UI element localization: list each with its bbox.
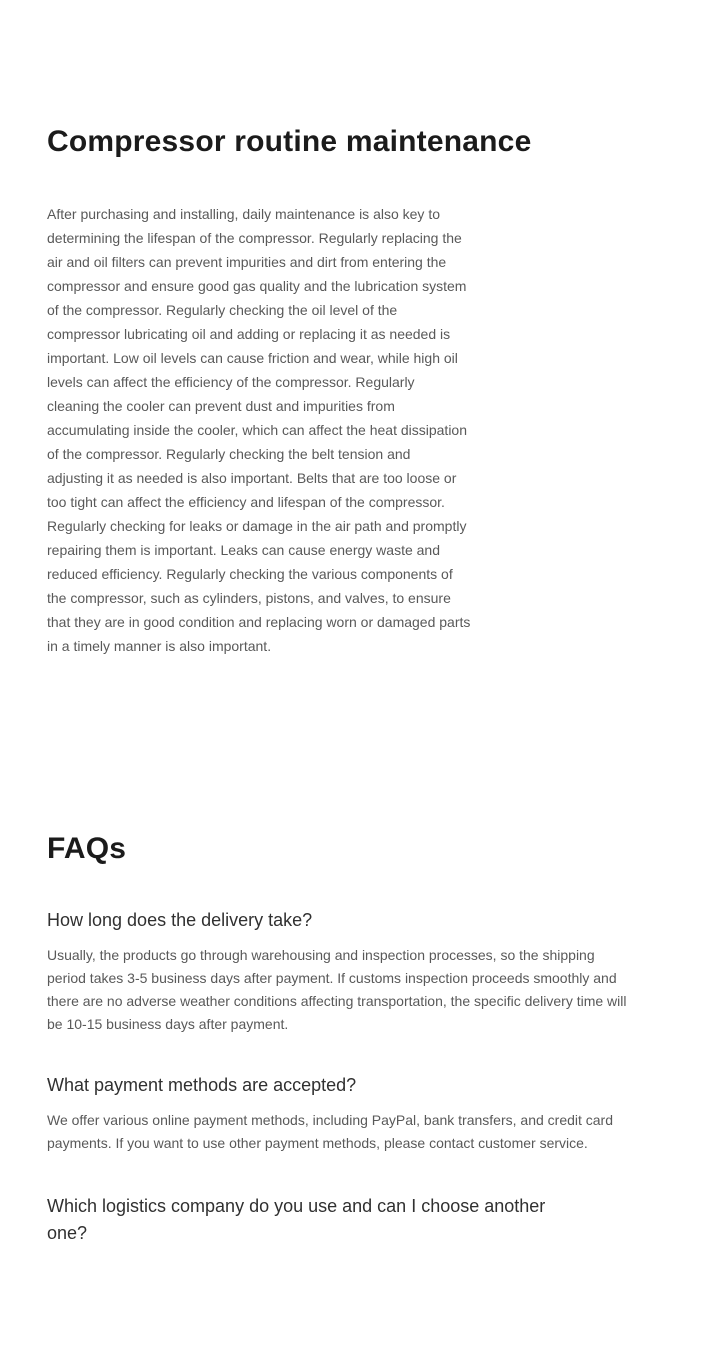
text-line: period takes 3-5 business days after payment. If customs inspection proceeds smoothly and [47, 970, 617, 986]
text-line: cleaning the cooler can prevent dust and impurities from [47, 398, 395, 414]
faq-question-payment [47, 1072, 708, 1099]
text-line: in a timely manner is also important. [47, 638, 272, 654]
text-line: be 10-15 business days after payment. [47, 1016, 289, 1032]
text-line: determining the lifespan of the compressor. Regularly replacing the [47, 230, 462, 246]
text-line: compressor lubricating oil and adding or replacing it as needed is [47, 326, 451, 342]
text-line: there are no adverse weather conditions affecting transportation, the specific delivery time will [47, 993, 627, 1009]
faqs-heading: FAQs [47, 832, 127, 865]
faq-question-logistics [47, 1193, 708, 1247]
faq-question-delivery [47, 907, 708, 934]
text-line: How long does the delivery take? [47, 910, 313, 930]
intro-paragraph [47, 202, 487, 658]
text-line: air and oil filters can prevent impurities and dirt from entering the [47, 254, 447, 270]
text-line: levels can affect the efficiency of the compressor. Regularly [47, 374, 415, 390]
text-line: After purchasing and installing, daily maintenance is also key to [47, 206, 440, 222]
faq-answer-payment [47, 1109, 667, 1155]
text-line: the compressor, such as cylinders, pistons, and valves, to ensure [47, 590, 451, 606]
text-line: compressor and ensure good gas quality and the lubrication system [47, 278, 467, 294]
text-line: accumulating inside the cooler, which can affect the heat dissipation [47, 422, 467, 438]
text-line: payments. If you want to use other payment methods, please contact customer service. [47, 1135, 588, 1151]
text-line: We offer various online payment methods, including PayPal, bank transfers, and credit card [47, 1112, 614, 1128]
text-line: too tight can affect the efficiency and lifespan of the compressor. [47, 494, 445, 510]
text-line: Regularly checking for leaks or damage in the air path and promptly [47, 518, 467, 534]
faq-answer-delivery [47, 944, 667, 1036]
text-line: What payment methods are accepted? [47, 1075, 357, 1095]
text-line: Which logistics company do you use and can I choose another [47, 1196, 546, 1216]
text-line: one? [47, 1223, 88, 1243]
faq-list [47, 907, 708, 1247]
text-line: important. Low oil levels can cause friction and wear, while high oil [47, 350, 458, 366]
faq-item-payment [47, 1072, 708, 1155]
page-title: Compressor routine maintenance [47, 125, 532, 158]
faq-item-delivery [47, 907, 708, 1036]
faq-item-logistics [47, 1193, 708, 1247]
text-line: repairing them is important. Leaks can cause energy waste and [47, 542, 440, 558]
text-line: that they are in good condition and replacing worn or damaged parts [47, 614, 471, 630]
page [0, 124, 728, 1247]
text-line: of the compressor. Regularly checking the oil level of the [47, 302, 398, 318]
text-line: of the compressor. Regularly checking the belt tension and [47, 446, 411, 462]
text-line: reduced efficiency. Regularly checking the various components of [47, 566, 453, 582]
text-line: adjusting it as needed is also important. Belts that are too loose or [47, 470, 457, 486]
text-line: Usually, the products go through warehousing and inspection processes, so the shipping [47, 947, 595, 963]
